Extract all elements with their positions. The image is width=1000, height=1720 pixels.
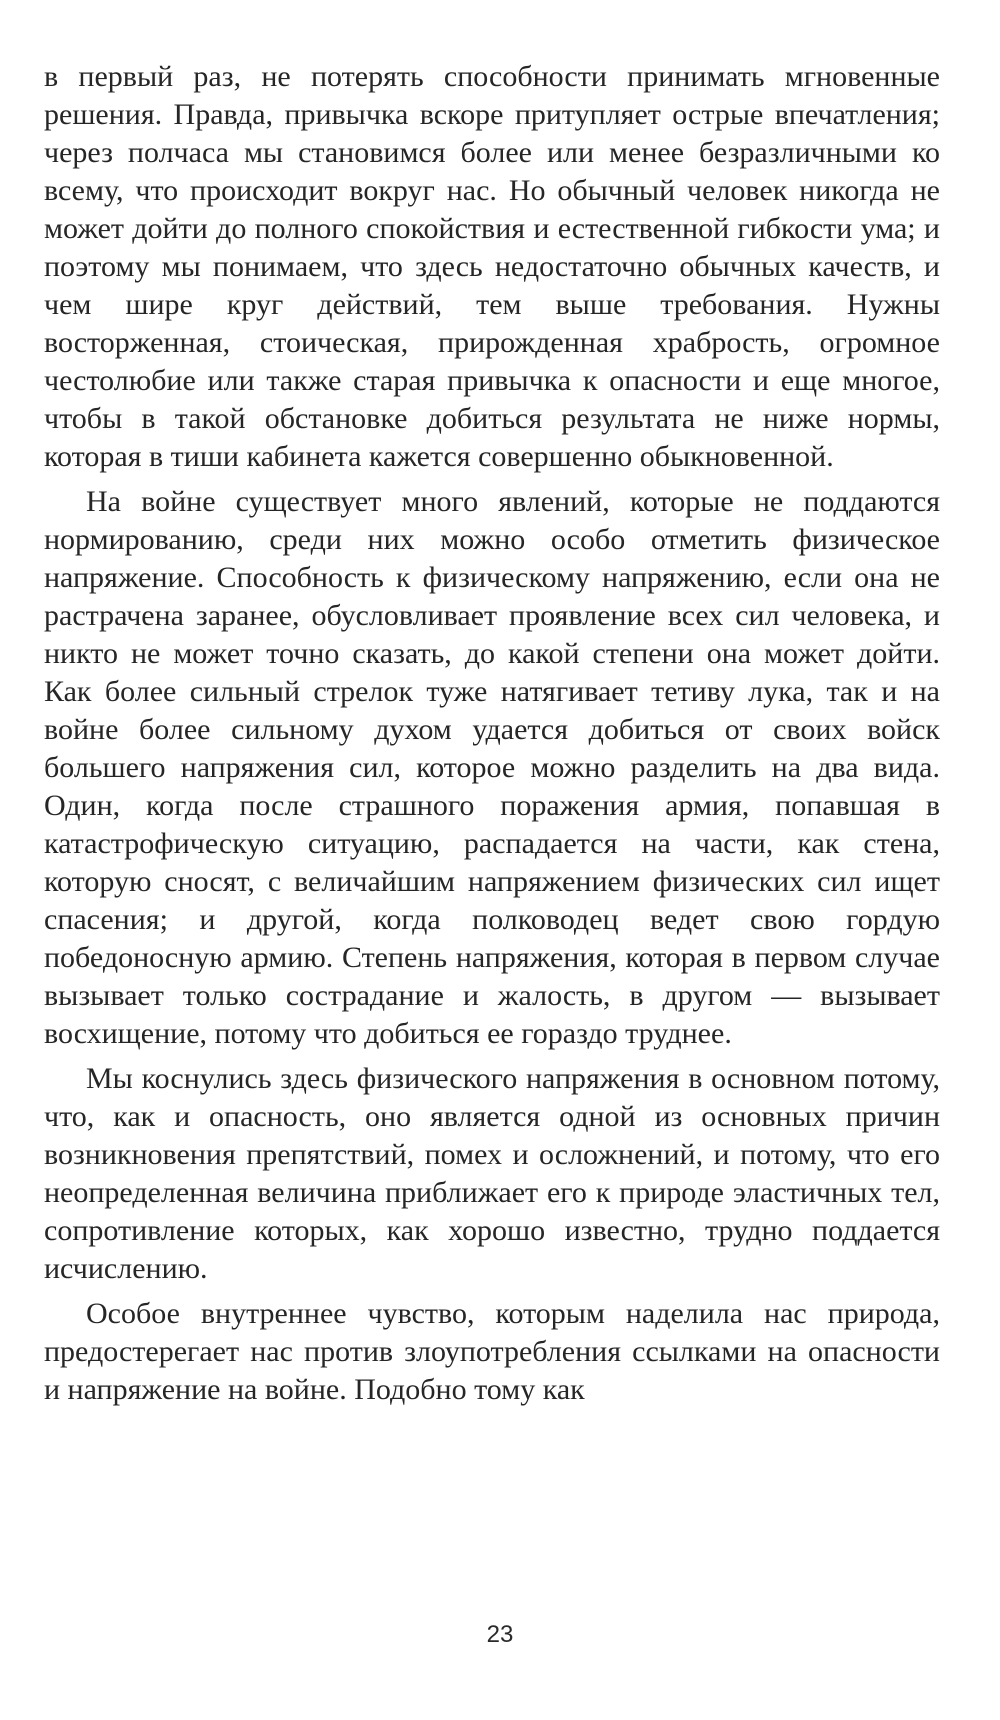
paragraph-1: в первый раз, не потерять способности принимать мгновенные решения. Правда, привычка вскоре притупляет острые впечатления; через полчаса мы становимся более или менее безразличными ко всему, что происходит вокруг нас. Но обычный человек никогда не может дойти до полного спокойствия и естественной гибкости ума; и поэтому мы понимаем, что здесь недостаточно обычных качеств, и чем шире круг действий, тем выше требования. Нужны восторженная, стоическая, прирожденная храбрость, огромное честолюбие или также старая привычка к опасности и еще многое, чтобы в такой обстановке добиться результата не ниже нормы, которая в тиши кабинета кажется совершенно обыкновенной. <box>44 60 940 473</box>
paragraph-3: Мы коснулись здесь физического напряжения в основном потому, что, как и опасность, оно является одной из основных причин возникновения препятствий, помех и осложнений, и потому, что его неопределенная величина приближает его к природе эластичных тел, сопротивление которых, как хорошо известно, трудно поддается исчислению. <box>44 1062 940 1285</box>
page-body <box>44 58 940 1416</box>
paragraph-4: Особое внутреннее чувство, которым наделила нас природа, предостерегает нас против злоупотребления ссылками на опасности и напряжение на войне. Подобно тому как <box>44 1297 940 1406</box>
page-number: 23 <box>486 1621 514 1648</box>
paragraph-2: На войне существует много явлений, которые не поддаются нормированию, среди них можно особо отметить физическое напряжение. Способность к физическому напряжению, если она не растрачена заранее, обусловливает проявление всех сил человека, и никто не может точно сказать, до какой степени она может дойти. Как более сильный стрелок туже натягивает тетиву лука, так и на войне более сильному духом удается добиться от своих войск большего напряжения сил, которое можно разделить на два вида. Один, когда после страшного поражения армия, попавшая в катастрофическую ситуацию, распадается на части, как стена, которую сносят, с величайшим напряжением физических сил ищет спасения; и другой, когда полководец ведет свою гордую победоносную армию. Степень напряжения, которая в первом случае вызывает только сострадание и жалость, в другом — вызывает восхищение, потому что добиться ее гораздо труднее. <box>44 485 940 1050</box>
